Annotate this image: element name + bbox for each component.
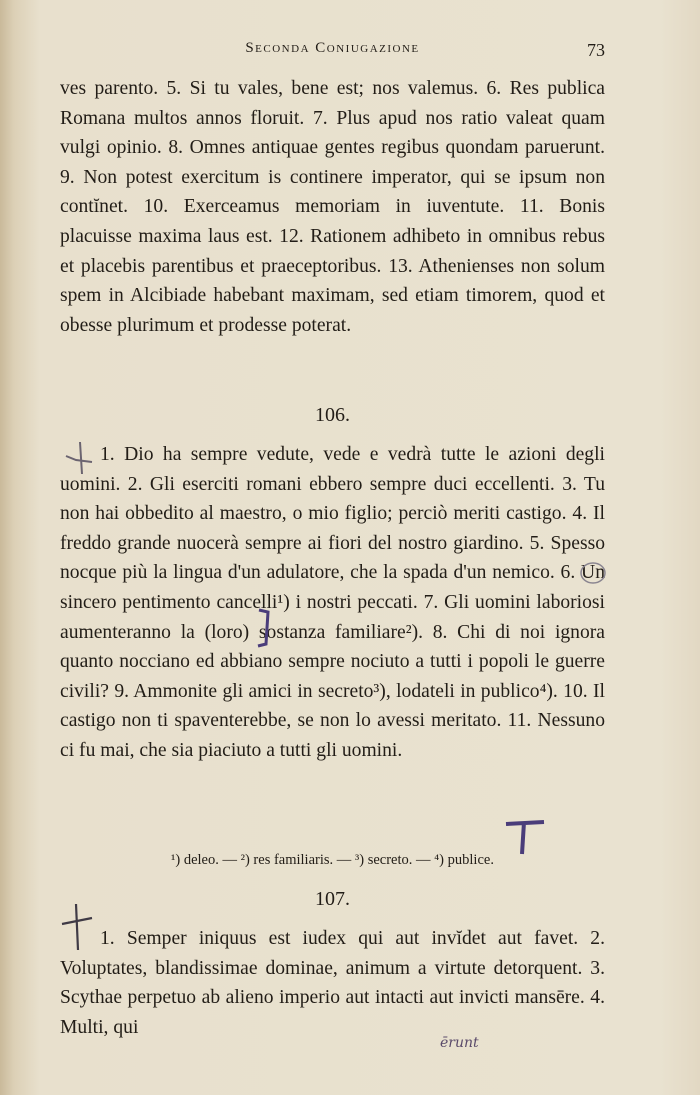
ink-tee-mark xyxy=(492,816,552,856)
exercise-heading-107: 107. xyxy=(315,888,350,910)
exercise-heading-106: 106. xyxy=(315,404,350,426)
exercise-107-text: 1. Semper iniquus est iudex qui aut invĭdet aut favet. 2. Voluptates, blandissimae dominae, animum a virtute detorquent. 3. Scythae perpetuo ab alieno imperio aut intacti aut invicti mansēre. 4. Multi, qui xyxy=(60,928,605,1038)
pencil-circle-mark xyxy=(578,560,608,586)
running-title: Seconda Coniugazione xyxy=(245,40,420,56)
handwritten-note: ērunt xyxy=(440,1035,479,1051)
exercise-106-text: 1. Dio ha sempre vedute, vede e vedrà tutte le azioni degli uomini. 2. Gli eserciti romani ebbero sempre duci eccellenti. 3. Tu non hai obbedito al maestro, o mio figlio; perciò meriti castigo. 4. Il freddo grande nuocerà sempre ai fiori del nostro giardino. 5. Spesso nocque più la lingua d'un adulatore, che la spada d'un nemico. 6. Un sincero pentimento cancelli¹) i nostri peccati. 7. Gli uomini laboriosi aumenteranno la (loro) sostanza familiare²). 8. Chi di noi ignora quanto nocciano ed abbiano sempre nociuto a tutti i popoli le guerre civili? 9. Ammonite gli amici in secreto³), lodateli in publico⁴). 10. Il castigo non ti spaventerebbe, se non lo avessi meritato. 11. Nessuno ci fu mai, che sia piaciuto a tutti gli uomini. xyxy=(60,444,605,761)
exercise-105-continued: ves parento. 5. Si tu vales, bene est; nos valemus. 6. Res publica Romana multos annos floruit. 7. Plus apud nos ratio valeat quam vulgi opinio. 8. Omnes antiquae gentes regibus quondam paruerunt. 9. Non potest exercitum is continere imperator, qui se ipsum non contĭnet. 10. Exerceamus memoriam in iuventute. 11. Bonis placuisse maxima laus est. 12. Rationem adhibeto in omnibus rebus et placebis parentibus et praeceptoribus. 13. Athenienses non solum spem in Alcibiade habebant maximam, sed etiam timorem, quod et obesse plurimum et prodesse poterat. xyxy=(60,78,605,336)
footnotes: ¹) deleo. — ²) res familiaris. — ³) secreto. — ⁴) publice. xyxy=(171,852,494,868)
page-header xyxy=(60,40,605,66)
page-number: 73 xyxy=(587,40,605,60)
ink-bracket-mark xyxy=(256,608,272,648)
pencil-cross-mark-106 xyxy=(62,440,102,476)
pencil-cross-mark-107 xyxy=(58,902,94,952)
